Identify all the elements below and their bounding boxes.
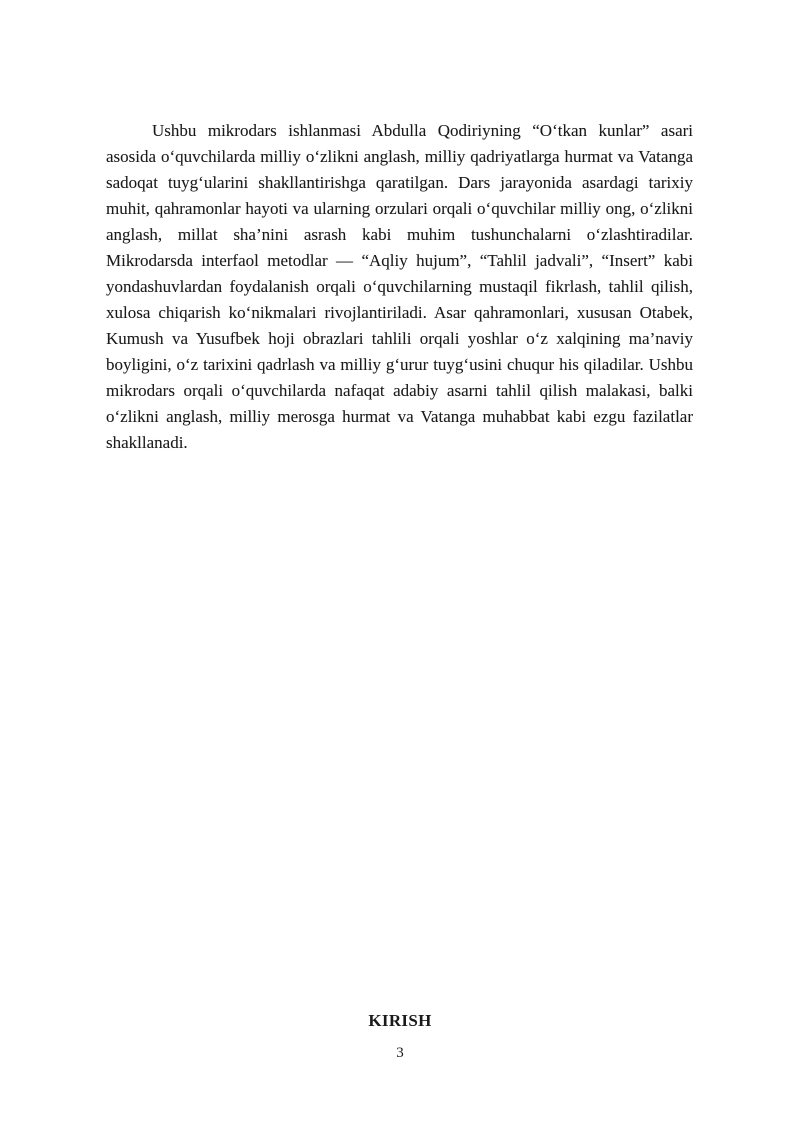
page-number: 3: [396, 1045, 404, 1061]
section-heading: KIRISH: [368, 1011, 432, 1030]
body-paragraph: Ushbu mikrodars ishlanmasi Abdulla Qodiriyning “O‘tkan kunlar” asari asosida o‘quvchilarda milliy o‘zlikni anglash, milliy qadriyatlarga hurmat va Vatanga sadoqat tuyg‘ularini shakllantirishga qaratilgan. Dars jarayonida asardagi tarixiy muhit, qahramonlar hayoti va ularning orzulari orqali o‘quvchilar milliy ong, o‘zlikni anglash, millat sha’nini asrash kabi muhim tushunchalarni o‘zlashtiradilar. Mikrodarsda interfaol metodlar — “Aqliy hujum”, “Tahlil jadvali”, “Insert” kabi yondashuvlardan foydalanish orqali o‘quvchilarning mustaqil fikrlash, tahlil qilish, xulosa chiqarish ko‘nikmalari rivojlantiriladi. Asar qahramonlari, xususan Otabek, Kumush va Yusufbek hoji obrazlari tahlili orqali yoshlar o‘z xalqining ma’naviy boyligini, o‘z tarixini qadrlash va milliy g‘urur tuyg‘usini chuqur his qiladilar. Ushbu mikrodars orqali o‘quvchilarda nafaqat adabiy asarni tahlil qilish malakasi, balki o‘zlikni anglash, milliy merosga hurmat va Vatanga muhabbat kabi ezgu fazilatlar shakllanadi.: [106, 121, 693, 452]
